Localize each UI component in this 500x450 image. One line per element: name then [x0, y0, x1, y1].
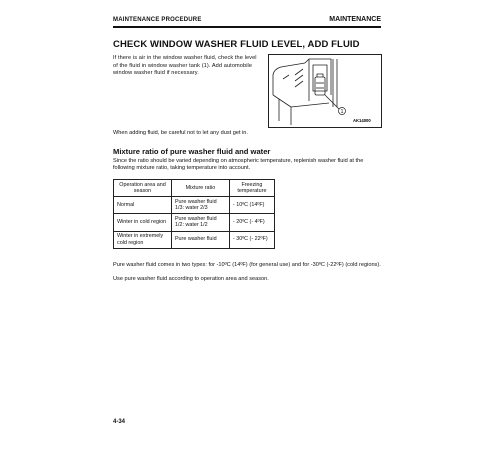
table-cell: Winter in extremely cold region [114, 231, 172, 248]
table-cell: - 10ºC (14ºF) [229, 197, 274, 214]
table-header-cell: Freezing temperature [229, 180, 274, 197]
washer-tank-drawing [269, 55, 381, 127]
header-chapter-label: MAINTENANCE [329, 16, 381, 23]
table-cell: - 30ºC (- 22ºF) [229, 231, 274, 248]
mixture-ratio-table [113, 179, 275, 249]
fluid-types-note: Pure washer fluid comes in two types: for -10ºC (14ºF) (for general use) and for -30ºC (-22ºF) (cold regions). [113, 262, 381, 268]
caution-note: When adding fluid, be careful not to let any dust get in. [113, 130, 248, 136]
subsection-title: Mixture ratio of pure washer fluid and water [113, 147, 271, 156]
table-cell: Winter in cold region [114, 214, 172, 231]
table-row [114, 214, 275, 231]
header-rule [113, 26, 381, 28]
usage-note: Use pure washer fluid according to operation area and season. [113, 276, 269, 282]
page-number: 4-34 [113, 419, 126, 425]
figure-code: AK14000 [353, 118, 371, 123]
table-cell: Pure washer fluid [171, 231, 229, 248]
table-cell: - 20ºC (- 4ºF) [229, 214, 274, 231]
section-title: CHECK WINDOW WASHER FLUID LEVEL, ADD FLUID [113, 39, 360, 50]
subsection-paragraph: Since the ratio should be varied depending on atmospheric temperature, replenish washer fluid at the following mixture ratio, taking temperature into account. [113, 158, 364, 172]
table-cell: Pure washer fluid 1/2: water 1/2 [171, 214, 229, 231]
table-row [114, 231, 275, 248]
figure-callout-number: 1 [340, 109, 344, 115]
table-cell: Normal [114, 197, 172, 214]
table-row [114, 197, 275, 214]
table-header-cell: Operation area and season [114, 180, 172, 197]
header-section-label: MAINTENANCE PROCEDURE [113, 17, 202, 23]
table-header-cell: Mixture ratio [171, 180, 229, 197]
intro-paragraph: If there is air in the window washer fluid, check the level of the fluid in window washer tank (1). Add automobile window washer fluid if necessary. [113, 55, 257, 77]
table-header-row [114, 180, 275, 197]
table-cell: Pure washer fluid 1/3: water 2/3 [171, 197, 229, 214]
washer-tank-illustration [268, 54, 382, 128]
